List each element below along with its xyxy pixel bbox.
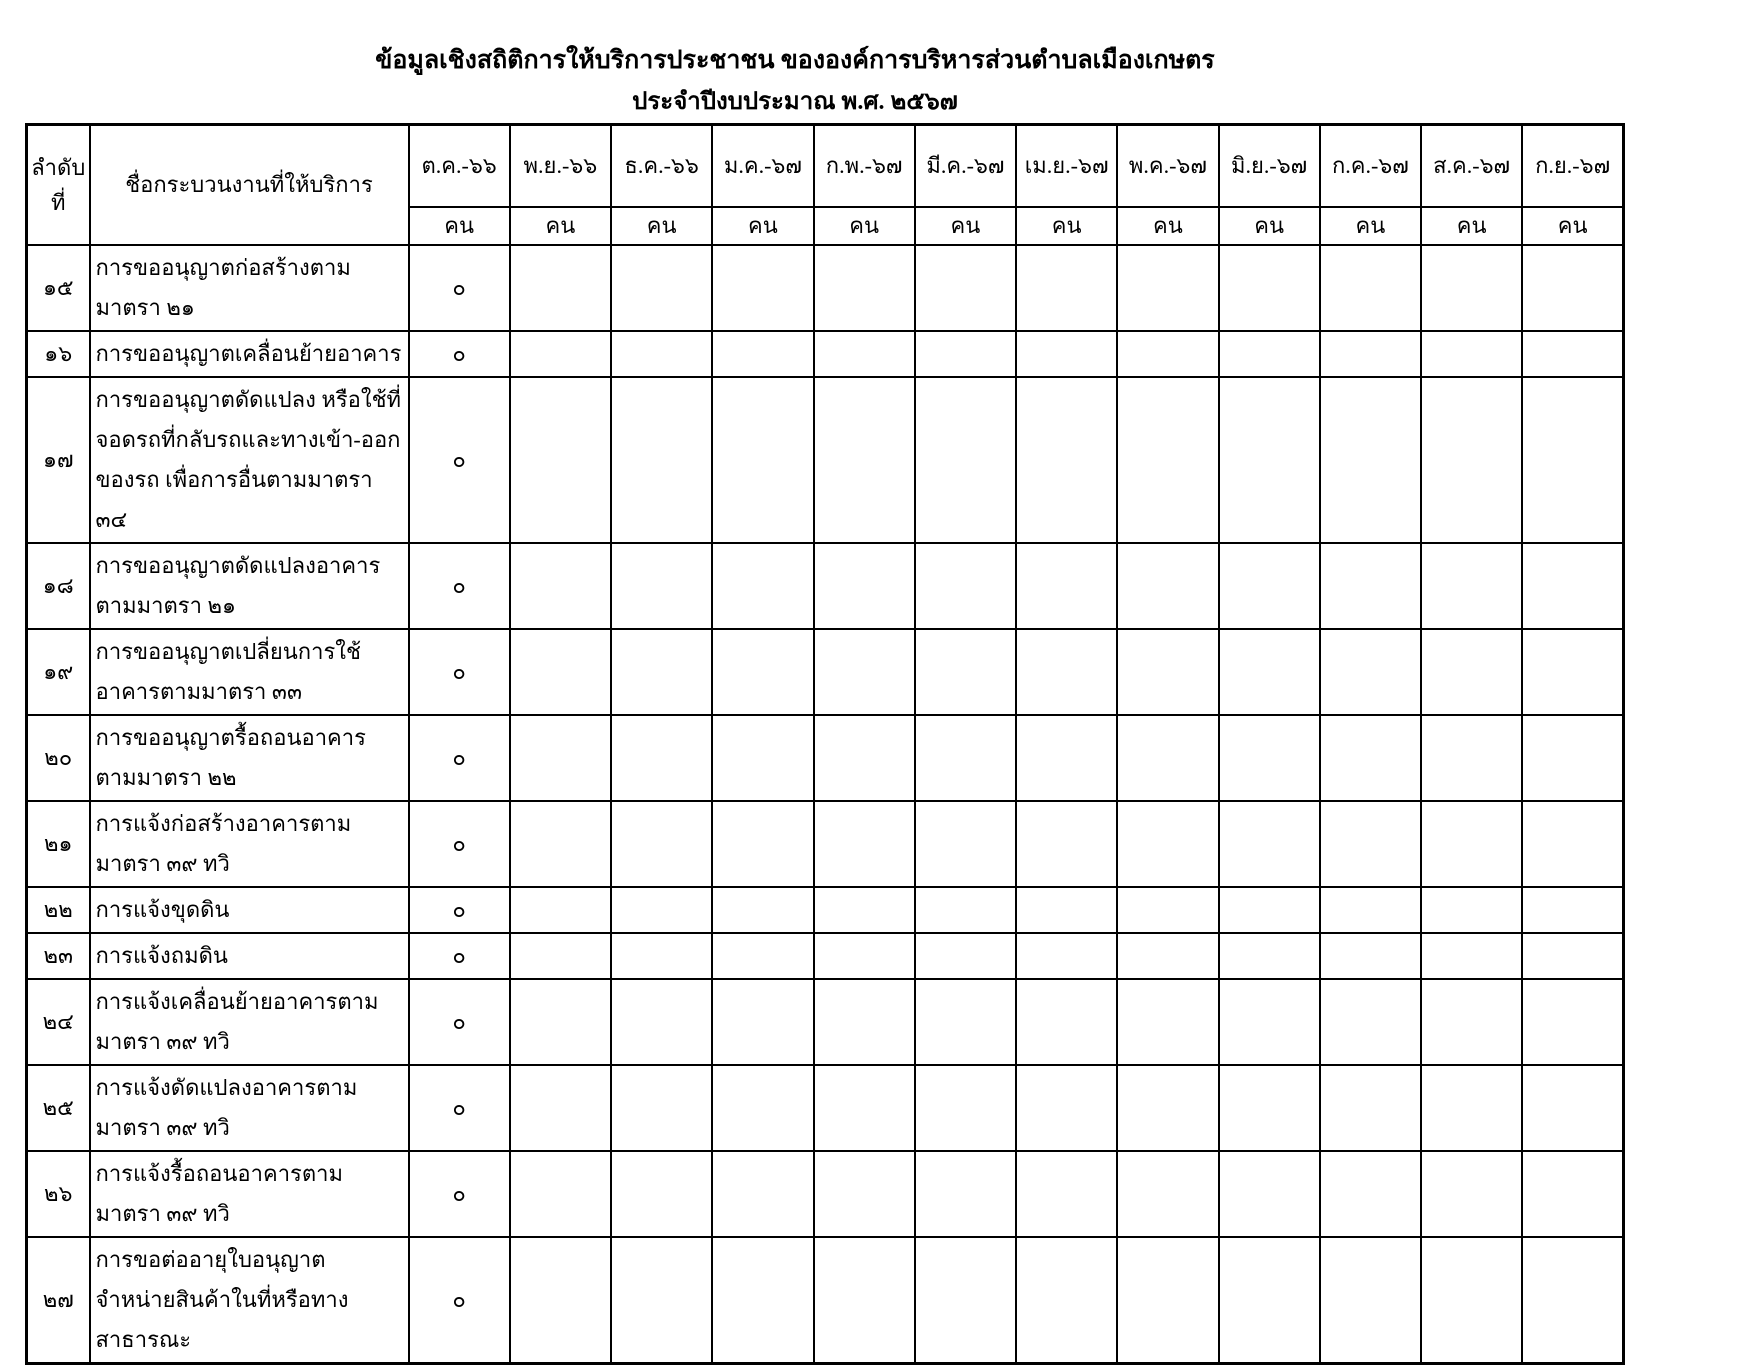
value-cell [510,933,611,979]
unit-header-cell: คน [1522,207,1623,245]
month-header-cell: ก.ย.-๖๗ [1522,125,1623,207]
value-cell [1219,887,1320,933]
unit-header-cell: คน [1320,207,1421,245]
value-cell [712,979,813,1065]
value-cell [1421,1151,1522,1237]
value-cell [915,801,1016,887]
value-cell [510,331,611,377]
value-cell [1320,1237,1421,1364]
value-cell [915,887,1016,933]
value-cell [611,933,712,979]
table-header [27,125,1624,245]
value-cell [1522,543,1623,629]
value-cell [1421,543,1522,629]
value-cell [1522,629,1623,715]
value-cell [1117,245,1218,331]
table-row [27,1151,1624,1237]
value-cell [611,979,712,1065]
value-cell: ๐ [409,887,510,933]
value-cell [510,801,611,887]
value-cell [915,543,1016,629]
value-cell [1117,933,1218,979]
value-cell [1421,801,1522,887]
value-cell [1219,1151,1320,1237]
value-cell [1522,245,1623,331]
process-name-cell: การแจ้งดัดแปลงอาคารตามมาตรา ๓๙ ทวิ [90,1065,409,1151]
value-cell [1421,629,1522,715]
value-cell [814,629,915,715]
value-cell [814,377,915,543]
table-row [27,543,1624,629]
row-index-cell: ๑๙ [27,629,90,715]
value-cell [1016,543,1117,629]
month-header-cell: ส.ค.-๖๗ [1421,125,1522,207]
row-index-cell: ๑๘ [27,543,90,629]
value-cell [712,377,813,543]
value-cell [814,979,915,1065]
value-cell [611,1237,712,1364]
row-index-cell: ๑๕ [27,245,90,331]
process-name-cell: การแจ้งเคลื่อนย้ายอาคารตามมาตรา ๓๙ ทวิ [90,979,409,1065]
value-cell [712,543,813,629]
value-cell [1522,331,1623,377]
value-cell [611,1065,712,1151]
value-cell [712,1151,813,1237]
value-cell [1117,801,1218,887]
value-cell [1117,629,1218,715]
value-cell [1320,377,1421,543]
value-cell: ๐ [409,245,510,331]
value-cell [712,933,813,979]
unit-header-cell: คน [814,207,915,245]
value-cell [1522,1065,1623,1151]
unit-header-cell: คน [915,207,1016,245]
process-name-cell: การแจ้งขุดดิน [90,887,409,933]
value-cell: ๐ [409,715,510,801]
value-cell [712,1065,813,1151]
value-cell [1016,887,1117,933]
value-cell [1421,979,1522,1065]
value-cell [510,245,611,331]
value-cell [712,331,813,377]
value-cell [1016,715,1117,801]
unit-header-cell: คน [1219,207,1320,245]
value-cell [1522,715,1623,801]
value-cell [611,245,712,331]
value-cell [1320,331,1421,377]
value-cell [1522,377,1623,543]
value-cell [1219,933,1320,979]
value-cell [611,887,712,933]
unit-header-cell: คน [510,207,611,245]
value-cell [712,245,813,331]
value-cell [1522,887,1623,933]
row-index-cell: ๒๕ [27,1065,90,1151]
value-cell [1219,1237,1320,1364]
value-cell [1421,331,1522,377]
value-cell [1117,543,1218,629]
value-cell [1522,1237,1623,1364]
column-header-index: ลำดับที่ [27,125,90,245]
value-cell: ๐ [409,1065,510,1151]
value-cell [915,715,1016,801]
value-cell [1421,245,1522,331]
value-cell [1016,1237,1117,1364]
process-name-cell: การแจ้งถมดิน [90,933,409,979]
value-cell [1320,629,1421,715]
value-cell [611,1151,712,1237]
month-header-cell: พ.ค.-๖๗ [1117,125,1218,207]
value-cell [712,1237,813,1364]
service-statistics-table [25,123,1625,1365]
value-cell [712,629,813,715]
page-title: ข้อมูลเชิงสถิติการให้บริการประชาชน ขององค์การบริหารส่วนตำบลเมืองเกษตร [375,47,1215,74]
value-cell [814,715,915,801]
value-cell [814,245,915,331]
value-cell [1117,979,1218,1065]
value-cell [915,979,1016,1065]
value-cell [814,1065,915,1151]
value-cell [1320,979,1421,1065]
value-cell: ๐ [409,629,510,715]
unit-header-cell: คน [1117,207,1218,245]
value-cell [1219,801,1320,887]
month-header-row [27,125,1624,207]
table-row [27,933,1624,979]
value-cell [1219,543,1320,629]
value-cell [1219,331,1320,377]
value-cell: ๐ [409,543,510,629]
value-cell [1421,933,1522,979]
process-name-cell: การแจ้งรื้อถอนอาคารตามมาตรา ๓๙ ทวิ [90,1151,409,1237]
month-header-cell: มิ.ย.-๖๗ [1219,125,1320,207]
value-cell [1016,933,1117,979]
value-cell [1522,979,1623,1065]
value-cell [1219,629,1320,715]
value-cell [1421,1237,1522,1364]
table-row [27,887,1624,933]
value-cell [1219,979,1320,1065]
value-cell [915,933,1016,979]
value-cell [1016,629,1117,715]
value-cell [1320,1065,1421,1151]
month-header-cell: เม.ย.-๖๗ [1016,125,1117,207]
value-cell [1117,715,1218,801]
process-name-cell: การขออนุญาตดัดแปลง หรือใช้ที่จอดรถที่กลับรถและทางเข้า-ออกของรถ เพื่อการอื่นตามมาตรา ๓๔ [90,377,409,543]
table-row [27,629,1624,715]
value-cell [1219,715,1320,801]
value-cell: ๐ [409,331,510,377]
row-index-cell: ๒๖ [27,1151,90,1237]
value-cell [1522,933,1623,979]
month-header-cell: ก.พ.-๖๗ [814,125,915,207]
value-cell [1421,887,1522,933]
value-cell [915,331,1016,377]
value-cell [510,715,611,801]
table-body [27,245,1624,1364]
process-name-cell: การขออนุญาตเปลี่ยนการใช้อาคารตามมาตรา ๓๓ [90,629,409,715]
value-cell [611,543,712,629]
process-name-cell: การขออนุญาตรื้อถอนอาคาร ตามมาตรา ๒๒ [90,715,409,801]
value-cell [1522,801,1623,887]
value-cell [814,887,915,933]
value-cell [611,331,712,377]
value-cell [1016,801,1117,887]
table-row [27,331,1624,377]
process-name-cell: การขออนุญาตก่อสร้างตามมาตรา ๒๑ [90,245,409,331]
month-header-cell: ม.ค.-๖๗ [712,125,813,207]
value-cell [1421,1065,1522,1151]
row-index-cell: ๒๐ [27,715,90,801]
value-cell [611,377,712,543]
value-cell [1016,331,1117,377]
row-index-cell: ๒๓ [27,933,90,979]
value-cell [510,543,611,629]
value-cell [510,1151,611,1237]
value-cell [1117,1237,1218,1364]
month-header-cell: ต.ค.-๖๖ [409,125,510,207]
row-index-cell: ๑๖ [27,331,90,377]
value-cell [915,1151,1016,1237]
row-index-cell: ๒๗ [27,1237,90,1364]
value-cell [1219,377,1320,543]
row-index-cell: ๒๒ [27,887,90,933]
value-cell [1016,979,1117,1065]
value-cell [1522,1151,1623,1237]
value-cell [1320,1151,1421,1237]
value-cell: ๐ [409,1151,510,1237]
value-cell [712,715,813,801]
value-cell [814,801,915,887]
table-row [27,801,1624,887]
value-cell [915,245,1016,331]
value-cell [1117,1065,1218,1151]
unit-header-cell: คน [1421,207,1522,245]
table-row [27,715,1624,801]
value-cell [1117,887,1218,933]
value-cell [1320,887,1421,933]
unit-header-cell: คน [712,207,813,245]
value-cell: ๐ [409,933,510,979]
value-cell [1016,1151,1117,1237]
value-cell [611,801,712,887]
value-cell [1320,245,1421,331]
value-cell [510,629,611,715]
value-cell [611,629,712,715]
value-cell [915,1065,1016,1151]
value-cell [510,1237,611,1364]
month-header-cell: พ.ย.-๖๖ [510,125,611,207]
value-cell [1320,933,1421,979]
value-cell [915,377,1016,543]
value-cell [1117,1151,1218,1237]
value-cell [712,801,813,887]
value-cell [510,887,611,933]
value-cell [814,331,915,377]
value-cell [1016,245,1117,331]
value-cell [1421,715,1522,801]
value-cell: ๐ [409,377,510,543]
value-cell [814,1237,915,1364]
value-cell: ๐ [409,979,510,1065]
month-header-cell: มี.ค.-๖๗ [915,125,1016,207]
title-block [0,44,1590,118]
month-header-cell: ธ.ค.-๖๖ [611,125,712,207]
process-name-cell: การขออนุญาตดัดแปลงอาคาร ตามมาตรา ๒๑ [90,543,409,629]
value-cell [1117,377,1218,543]
value-cell [915,1237,1016,1364]
value-cell [611,715,712,801]
row-index-cell: ๒๔ [27,979,90,1065]
process-name-cell: การขออนุญาตเคลื่อนย้ายอาคาร [90,331,409,377]
value-cell [510,1065,611,1151]
value-cell: ๐ [409,801,510,887]
process-name-cell: การขอต่ออายุใบอนุญาตจำหน่ายสินค้าในที่หรือทางสาธารณะ [90,1237,409,1364]
value-cell [1219,1065,1320,1151]
value-cell [1421,377,1522,543]
value-cell [1219,245,1320,331]
value-cell [1016,1065,1117,1151]
unit-header-cell: คน [409,207,510,245]
process-name-cell: การแจ้งก่อสร้างอาคารตามมาตรา ๓๙ ทวิ [90,801,409,887]
value-cell [712,887,813,933]
row-index-cell: ๑๗ [27,377,90,543]
value-cell [1016,377,1117,543]
value-cell [1320,543,1421,629]
table-row [27,245,1624,331]
value-cell [510,979,611,1065]
value-cell: ๐ [409,1237,510,1364]
value-cell [814,543,915,629]
page-subtitle: ประจำปีงบประมาณ พ.ศ. ๒๕๖๗ [632,89,958,115]
row-index-cell: ๒๑ [27,801,90,887]
table-row [27,1237,1624,1364]
unit-header-cell: คน [1016,207,1117,245]
value-cell [1117,331,1218,377]
month-header-cell: ก.ค.-๖๗ [1320,125,1421,207]
value-cell [814,1151,915,1237]
value-cell [814,933,915,979]
unit-header-cell: คน [611,207,712,245]
value-cell [1320,715,1421,801]
value-cell [1320,801,1421,887]
table-row [27,377,1624,543]
table-row [27,1065,1624,1151]
value-cell [915,629,1016,715]
value-cell [510,377,611,543]
column-header-process: ชื่อกระบวนงานที่ให้บริการ [90,125,409,245]
table-row [27,979,1624,1065]
